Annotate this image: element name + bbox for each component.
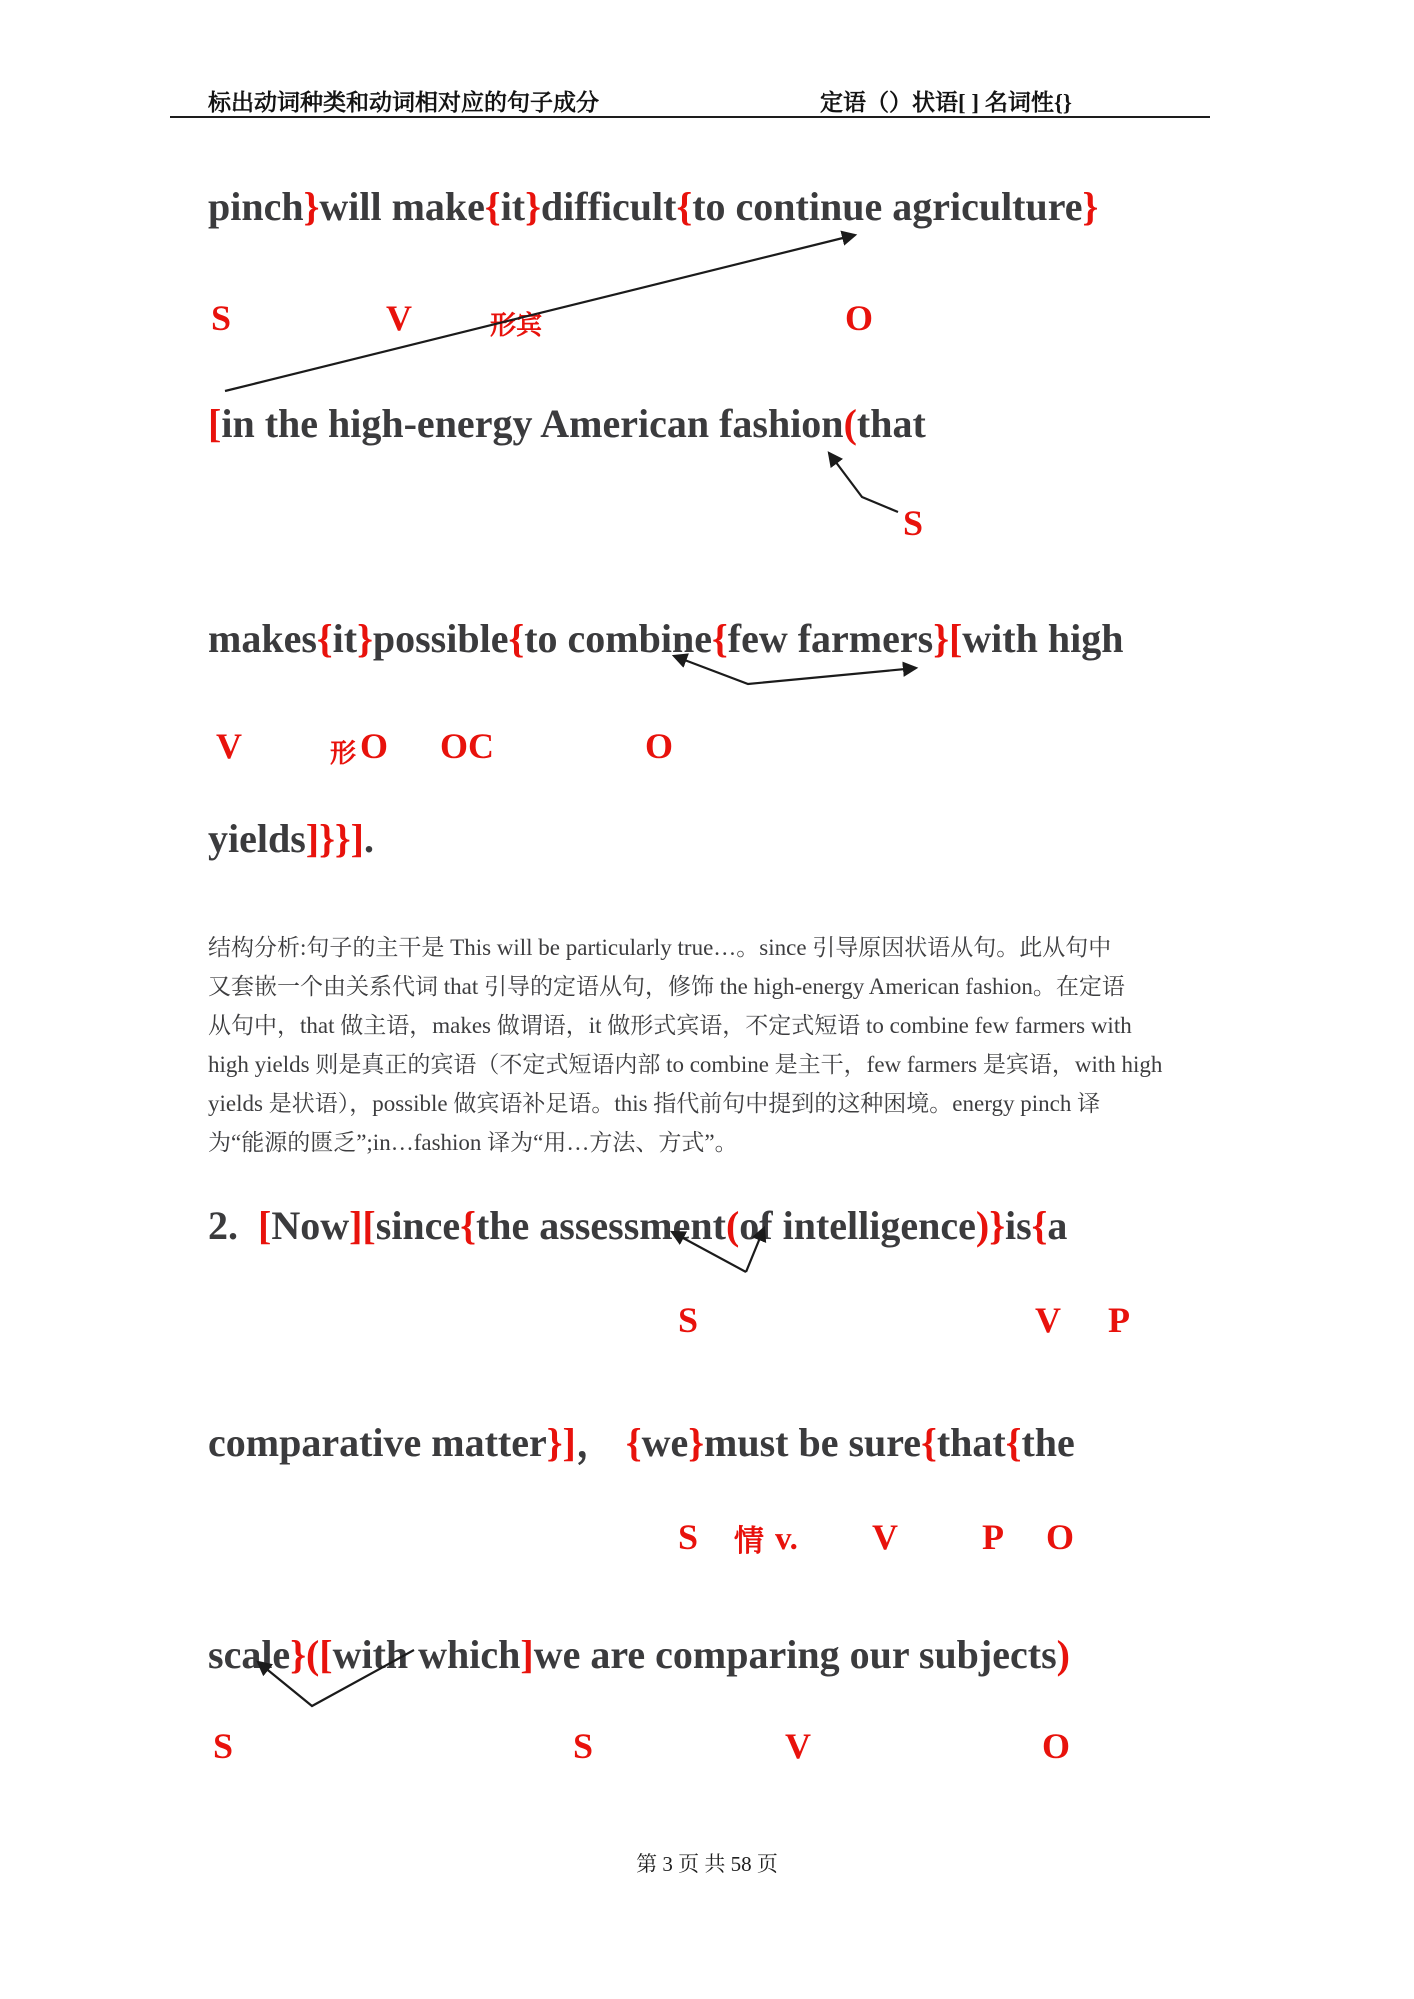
bracket-marker: {: [1031, 1203, 1048, 1248]
sentence-text: possible: [372, 616, 509, 661]
sentence-text: will make: [319, 184, 485, 229]
bracket-marker: ]}}]: [305, 816, 364, 861]
grammar-label: V: [872, 1517, 898, 1557]
sentence-text: to combine: [524, 616, 712, 661]
sentence-text: the: [1021, 1420, 1075, 1465]
header-left-title: 标出动词种类和动词相对应的句子成分: [208, 90, 599, 115]
sentence-text: to continue agriculture: [692, 184, 1083, 229]
bracket-marker: }: [933, 616, 949, 661]
sentence-text: .: [363, 816, 374, 861]
sentence-text: we are comparing our subjects: [533, 1632, 1057, 1677]
grammar-label-row-2: [0, 503, 1414, 547]
sentence-text: few farmers: [727, 616, 934, 661]
analysis-paragraph: [208, 928, 1212, 1162]
bracket-marker: {: [712, 616, 728, 661]
bracket-marker: }([: [290, 1632, 333, 1677]
bracket-marker: {: [316, 616, 333, 661]
bracket-marker: }: [688, 1420, 704, 1465]
grammar-label: S: [678, 1300, 699, 1340]
grammar-label: S: [573, 1726, 594, 1766]
grammar-label: 情: [734, 1525, 764, 1558]
bracket-marker: {: [625, 1420, 642, 1465]
grammar-label: S: [903, 503, 924, 543]
grammar-label-row-5: [0, 1517, 1414, 1561]
sentence-text: it: [332, 616, 358, 661]
bracket-marker: {: [1005, 1420, 1022, 1465]
grammar-label: P: [1108, 1300, 1130, 1340]
grammar-label: V: [785, 1726, 811, 1766]
grammar-label: 形: [330, 739, 357, 768]
sentence-text: of intelligence: [739, 1203, 976, 1248]
sentence-line-2: [208, 402, 926, 446]
sentence-text: since: [375, 1203, 461, 1248]
bracket-marker: [: [208, 401, 222, 446]
sentence-text: that: [856, 401, 926, 446]
header-right-legend: 定语（）状语[ ] 名词性{}: [820, 90, 1072, 115]
sentence-text: a: [1047, 1203, 1068, 1248]
grammar-label-row-6: [0, 1726, 1414, 1770]
grammar-label: O: [1042, 1726, 1071, 1766]
sentence-text: with which: [332, 1632, 521, 1677]
bracket-marker: }: [303, 184, 320, 229]
bracket-marker: {: [508, 616, 525, 661]
bracket-marker: {: [676, 184, 693, 229]
bracket-marker: (: [843, 401, 857, 446]
grammar-label: v.: [775, 1521, 798, 1557]
grammar-label: S: [678, 1517, 699, 1557]
bracket-marker: [: [258, 1203, 272, 1248]
bracket-marker: )}: [975, 1203, 1005, 1248]
analysis-text-line: 又套嵌一个由关系代词 that 引导的定语从句，修饰 the high-energy American fashion。在定语: [208, 974, 1125, 999]
bracket-marker: }: [525, 184, 541, 229]
bracket-marker: }]: [546, 1420, 576, 1465]
sentence-line-7: [208, 1633, 1070, 1677]
grammar-label-row-3: [0, 726, 1414, 770]
analysis-text-line: yields 是状语），possible 做宾语补足语。this 指代前句中提到的这种困境。energy pinch 译: [208, 1091, 1101, 1116]
sentence-text: the assessment: [475, 1203, 726, 1248]
sentence-text: difficult: [540, 184, 677, 229]
sentence-line-4: [208, 817, 374, 861]
bracket-marker: (: [725, 1203, 740, 1248]
page-number-footer: 第 3 页 共 58 页: [636, 1852, 778, 1876]
sentence-text: comparative matter: [208, 1420, 547, 1465]
bracket-marker: [: [948, 616, 963, 661]
sentence-text: 2.: [208, 1203, 258, 1248]
bracket-marker: }: [357, 616, 373, 661]
sentence-text: scale: [208, 1632, 291, 1677]
bracket-marker: {: [460, 1203, 476, 1248]
analysis-text-line: high yields 则是真正的宾语（不定式短语内部 to combine 是主干，few farmers 是宾语，with high: [208, 1052, 1163, 1077]
grammar-label: 形宾: [490, 311, 543, 340]
bracket-marker: {: [921, 1420, 937, 1465]
sentence-text: is: [1004, 1203, 1032, 1248]
grammar-label: O: [645, 726, 674, 766]
grammar-label: O: [360, 726, 389, 766]
sentence-text: yields: [208, 816, 306, 861]
bracket-marker: }: [1082, 184, 1099, 229]
sentence-text: it: [500, 184, 526, 229]
sentence-text: Now: [271, 1203, 350, 1248]
grammar-label: OC: [440, 726, 494, 766]
analysis-text-line: 从句中，that 做主语，makes 做谓语，it 做形式宾语，不定式短语 to combine few farmers with: [208, 1013, 1132, 1038]
sentence-text: ，: [575, 1420, 626, 1465]
sentence-line-5: [208, 1204, 1067, 1248]
sentence-line-3: [208, 617, 1123, 661]
sentence-text: we: [641, 1420, 689, 1465]
bracket-marker: ][: [349, 1203, 376, 1248]
sentence-text: with high: [962, 616, 1124, 661]
grammar-label: P: [982, 1517, 1004, 1557]
sentence-text: must be sure: [704, 1420, 922, 1465]
sentence-text: makes: [208, 616, 317, 661]
grammar-label-row-4: [0, 1300, 1414, 1344]
grammar-label: S: [213, 1726, 234, 1766]
grammar-label: V: [386, 298, 412, 338]
sentence-line-1: [208, 185, 1098, 229]
grammar-label: O: [845, 298, 874, 338]
sentence-text: in the high-energy American fashion: [221, 401, 844, 446]
bracket-marker: {: [484, 184, 501, 229]
grammar-label: S: [211, 298, 232, 338]
grammar-label: O: [1046, 1517, 1075, 1557]
sentence-text: pinch: [208, 184, 304, 229]
analysis-text-line: 结构分析:句子的主干是 This will be particularly true…。since 引导原因状语从句。此从句中: [208, 935, 1112, 960]
bracket-marker: ): [1056, 1632, 1070, 1677]
bracket-marker: ]: [520, 1632, 534, 1677]
analysis-text-line: 为“能源的匮乏”;in…fashion 译为“用…方法、方式”。: [208, 1130, 738, 1155]
grammar-label: V: [1035, 1300, 1061, 1340]
grammar-label-row-1: [0, 298, 1414, 342]
header-divider: [170, 116, 1210, 118]
sentence-line-6: [208, 1421, 1075, 1465]
grammar-label: V: [216, 726, 242, 766]
sentence-text: that: [936, 1420, 1006, 1465]
